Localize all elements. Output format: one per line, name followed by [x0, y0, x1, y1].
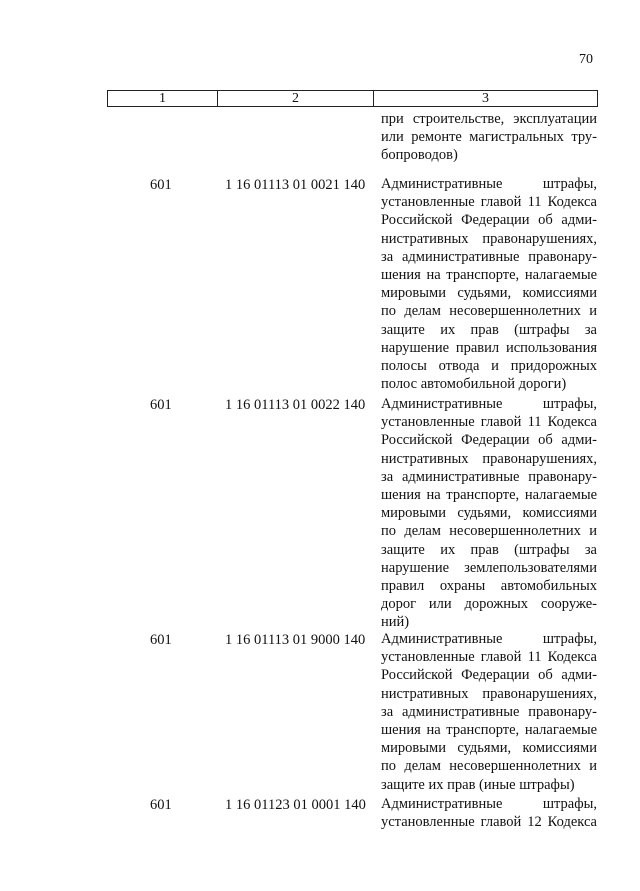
description-line: Российской Федерации об адми- [381, 667, 597, 684]
continuation-description [381, 110, 597, 165]
description-line: мировыми судьями, комиссиями [381, 285, 597, 302]
admin-code: 601 [150, 397, 172, 413]
description-line: ний) [381, 614, 410, 631]
page-number: 70 [579, 52, 593, 67]
description-line: нарушение правил использования [381, 339, 597, 356]
description-line: мировыми судьями, комиссиями [381, 740, 597, 757]
description-line: нарушение землепользователями [381, 559, 597, 576]
description-line: Административные штрафы, [381, 796, 597, 812]
description-line: шения на транспорте, налагаемые [381, 266, 597, 283]
description-line: или ремонте магистральных тру- [381, 129, 597, 146]
description-line: по делам несовершеннолетних и [381, 303, 597, 320]
income-description [381, 795, 597, 831]
description-line: Административные штрафы, [381, 396, 597, 412]
description-line: при строительстве, эксплуатации [381, 111, 597, 127]
description-line: Административные штрафы, [381, 631, 597, 647]
income-description [381, 630, 597, 794]
description-line: Административные штрафы, [381, 176, 597, 192]
column-header-3: 3 [374, 91, 598, 107]
income-description [381, 395, 597, 631]
description-line: установленные главой 11 Кодекса [381, 649, 597, 666]
description-line: мировыми судьями, комиссиями [381, 505, 597, 522]
description-line: шения на транспорте, налагаемые [381, 721, 597, 738]
description-line: нистративных правонарушениях, [381, 450, 597, 467]
description-line: защите их прав (штрафы за [381, 541, 597, 558]
description-line: за административные правонару- [381, 703, 597, 720]
budget-classification-code: 1 16 01113 01 0021 140 [225, 177, 366, 193]
description-line: по делам несовершеннолетних и [381, 758, 597, 775]
table-header [107, 90, 598, 107]
budget-classification-code: 1 16 01113 01 9000 140 [225, 632, 366, 648]
admin-code: 601 [150, 177, 172, 193]
description-line: Российской Федерации об адми- [381, 432, 597, 449]
description-line: защите их прав (иные штрафы) [381, 776, 575, 793]
description-line: полосы отвода и придорожных [381, 357, 597, 374]
description-line: по делам несовершеннолетних и [381, 523, 597, 540]
description-line: нистративных правонарушениях, [381, 685, 597, 702]
description-line: установленные главой 11 Кодекса [381, 194, 597, 211]
budget-classification-code: 1 16 01123 01 0001 140 [225, 797, 366, 813]
description-line: полос автомобильной дороги) [381, 376, 567, 393]
description-line: защите их прав (штрафы за [381, 321, 597, 338]
description-line: дорог или дорожных сооруже- [381, 596, 597, 613]
description-line: за административные правонару- [381, 248, 597, 265]
description-line: шения на транспорте, налагаемые [381, 486, 597, 503]
description-line: Российской Федерации об адми- [381, 212, 597, 229]
description-line: нистративных правонарушениях, [381, 230, 597, 247]
admin-code: 601 [150, 632, 172, 648]
description-line: установленные главой 12 Кодекса [381, 814, 597, 831]
column-header-2: 2 [218, 91, 374, 107]
description-line: за административные правонару- [381, 468, 597, 485]
description-line: правил охраны автомобильных [381, 577, 597, 594]
admin-code: 601 [150, 797, 172, 813]
description-line: установленные главой 11 Кодекса [381, 414, 597, 431]
column-header-1: 1 [108, 91, 218, 107]
budget-classification-code: 1 16 01113 01 0022 140 [225, 397, 366, 413]
description-line: бопроводов) [381, 147, 458, 164]
income-description [381, 175, 597, 393]
